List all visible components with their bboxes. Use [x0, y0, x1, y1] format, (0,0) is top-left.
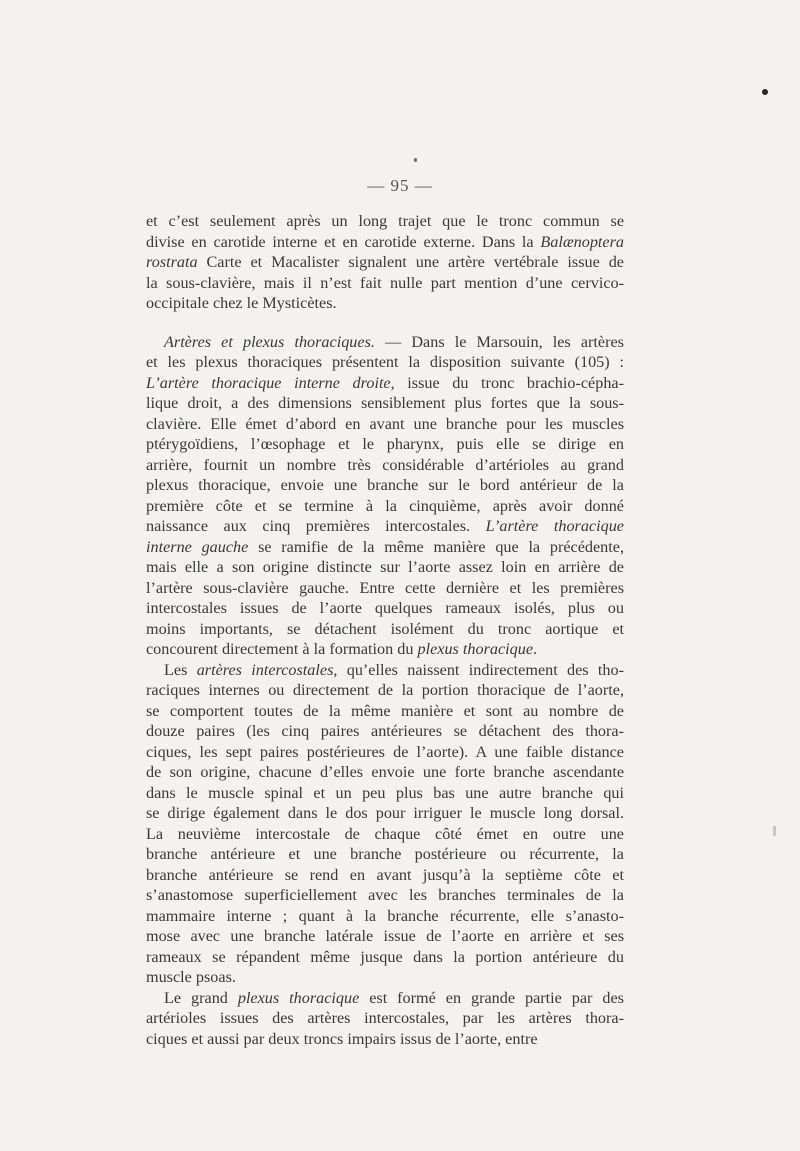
- text-line: interne gauche se ramifie de la même manière que la précédente,: [146, 537, 624, 556]
- text-line: Les artères intercostales, qu’elles naissent indirectement des tho-: [164, 660, 624, 679]
- text-line: se comportent toutes de la même manière et sont au nombre de: [146, 701, 624, 720]
- text-line: branche antérieure et une branche postérieure ou récurrente, la: [146, 845, 624, 863]
- paragraph: [146, 332, 624, 660]
- paragraph: [146, 660, 624, 988]
- text-line: L’artère thoracique interne droite, issue du tronc brachio-cépha-: [146, 373, 624, 392]
- body-text: [146, 211, 624, 1049]
- text-line: divise en carotide interne et en carotide externe. Dans la Balænoptera: [146, 232, 624, 251]
- text-line: La neuvième intercostale de chaque côté émet en outre une: [146, 824, 624, 843]
- text-line: artérioles issues des artères intercostales, par les artères thora-: [146, 1009, 624, 1027]
- text-line: raciques internes ou directement de la portion thoracique de l’aorte,: [146, 681, 624, 699]
- paragraph: [146, 211, 624, 314]
- text-line: la sous-clavière, mais il n’est fait nulle part mention d’une cervico-: [146, 273, 624, 292]
- text-line: mammaire interne ; quant à la branche récurrente, elle s’anasto-: [146, 906, 624, 925]
- text-line: arrière, fournit un nombre très considérable d’artérioles au grand: [146, 455, 624, 474]
- italic-text: Artères et plexus thoraciques.: [164, 332, 375, 351]
- text-line: ciques et aussi par deux troncs impairs issus de l’aorte, entre: [146, 1029, 538, 1048]
- text-line: moins importants, se détachent isolément du tronc aortique et: [146, 619, 624, 638]
- text-line: et les plexus thoraciques présentent la disposition suivante (105) :: [146, 353, 624, 371]
- italic-text: L’artère thoracique interne droite: [146, 373, 391, 392]
- italic-text: artères intercostales: [196, 660, 334, 679]
- text-line: clavière. Elle émet d’abord en avant une branche pour les muscles: [146, 414, 624, 433]
- text-line: l’artère sous-clavière gauche. Entre cette dernière et les premières: [146, 578, 624, 597]
- text-line: lique droit, a des dimensions sensiblement plus fortes que la sous-: [146, 394, 624, 412]
- text-line: concourent directement à la formation du plexus thoracique.: [146, 640, 538, 658]
- text-line: dans le muscle spinal et un peu plus bas une autre branche qui: [146, 783, 624, 802]
- italic-text: L’artère thoracique: [485, 517, 624, 535]
- text-line: Artères et plexus thoraciques. — Dans le Marsouin, les artères: [164, 332, 624, 351]
- text-line: naissance aux cinq premières intercostales. L’artère thoracique: [146, 517, 624, 535]
- ink-spot: [762, 89, 768, 95]
- text-line: rameaux se répandent même jusque dans la portion antérieure du: [146, 947, 624, 966]
- text-line: intercostales issues de l’aorte quelques rameaux isolés, plus ou: [146, 599, 624, 617]
- text-line: plexus thoracique, envoie une branche sur le bord antérieur de la: [146, 476, 624, 494]
- section-gap: [146, 314, 624, 332]
- text-line: de son origine, chacune d’elles envoie une forte branche ascendante: [146, 763, 624, 781]
- italic-text: plexus thoracique: [417, 640, 534, 658]
- text-line: ciques, les sept paires postérieures de l’aorte). A une faible distance: [146, 742, 624, 761]
- text-line: mose avec une branche latérale issue de l’aorte en arrière et ses: [146, 927, 624, 945]
- margin-mark: [773, 826, 776, 836]
- text-line: première côte et se termine à la cinquième, après avoir donné: [146, 496, 624, 515]
- italic-text: rostrata: [146, 253, 198, 271]
- text-line: se dirige également dans le dos pour irriguer le muscle long dorsal.: [146, 804, 624, 822]
- text-line: douze paires (les cinq paires antérieures se détachent des thora-: [146, 722, 624, 740]
- text-line: mais elle a son origine distincte sur l’aorte assez loin en arrière de: [146, 558, 624, 576]
- text-line: Le grand plexus thoracique est formé en grande partie par des: [164, 988, 624, 1007]
- page-number: — 95 —: [367, 176, 433, 195]
- italic-text: Balænoptera: [540, 232, 624, 251]
- text-line: s’anastomose superficiellement avec les branches terminales de la: [146, 886, 624, 904]
- ink-speck: [414, 158, 417, 162]
- text-line: branche antérieure se rend en avant jusqu’à la septième côte et: [146, 865, 624, 884]
- text-line: et c’est seulement après un long trajet que le tronc commun se: [146, 212, 624, 230]
- paragraph: [146, 988, 624, 1050]
- italic-text: interne gauche: [146, 537, 249, 556]
- italic-text: plexus thoracique: [237, 988, 360, 1007]
- text-line: muscle psoas.: [146, 968, 236, 986]
- text-line: rostrata Carte et Macalister signalent une artère vertébrale issue de: [146, 253, 624, 271]
- text-line: ptérygoïdiens, l’œsophage et le pharynx, puis elle se dirige en: [146, 435, 624, 453]
- text-line: occipitale chez le Mysticètes.: [146, 294, 337, 312]
